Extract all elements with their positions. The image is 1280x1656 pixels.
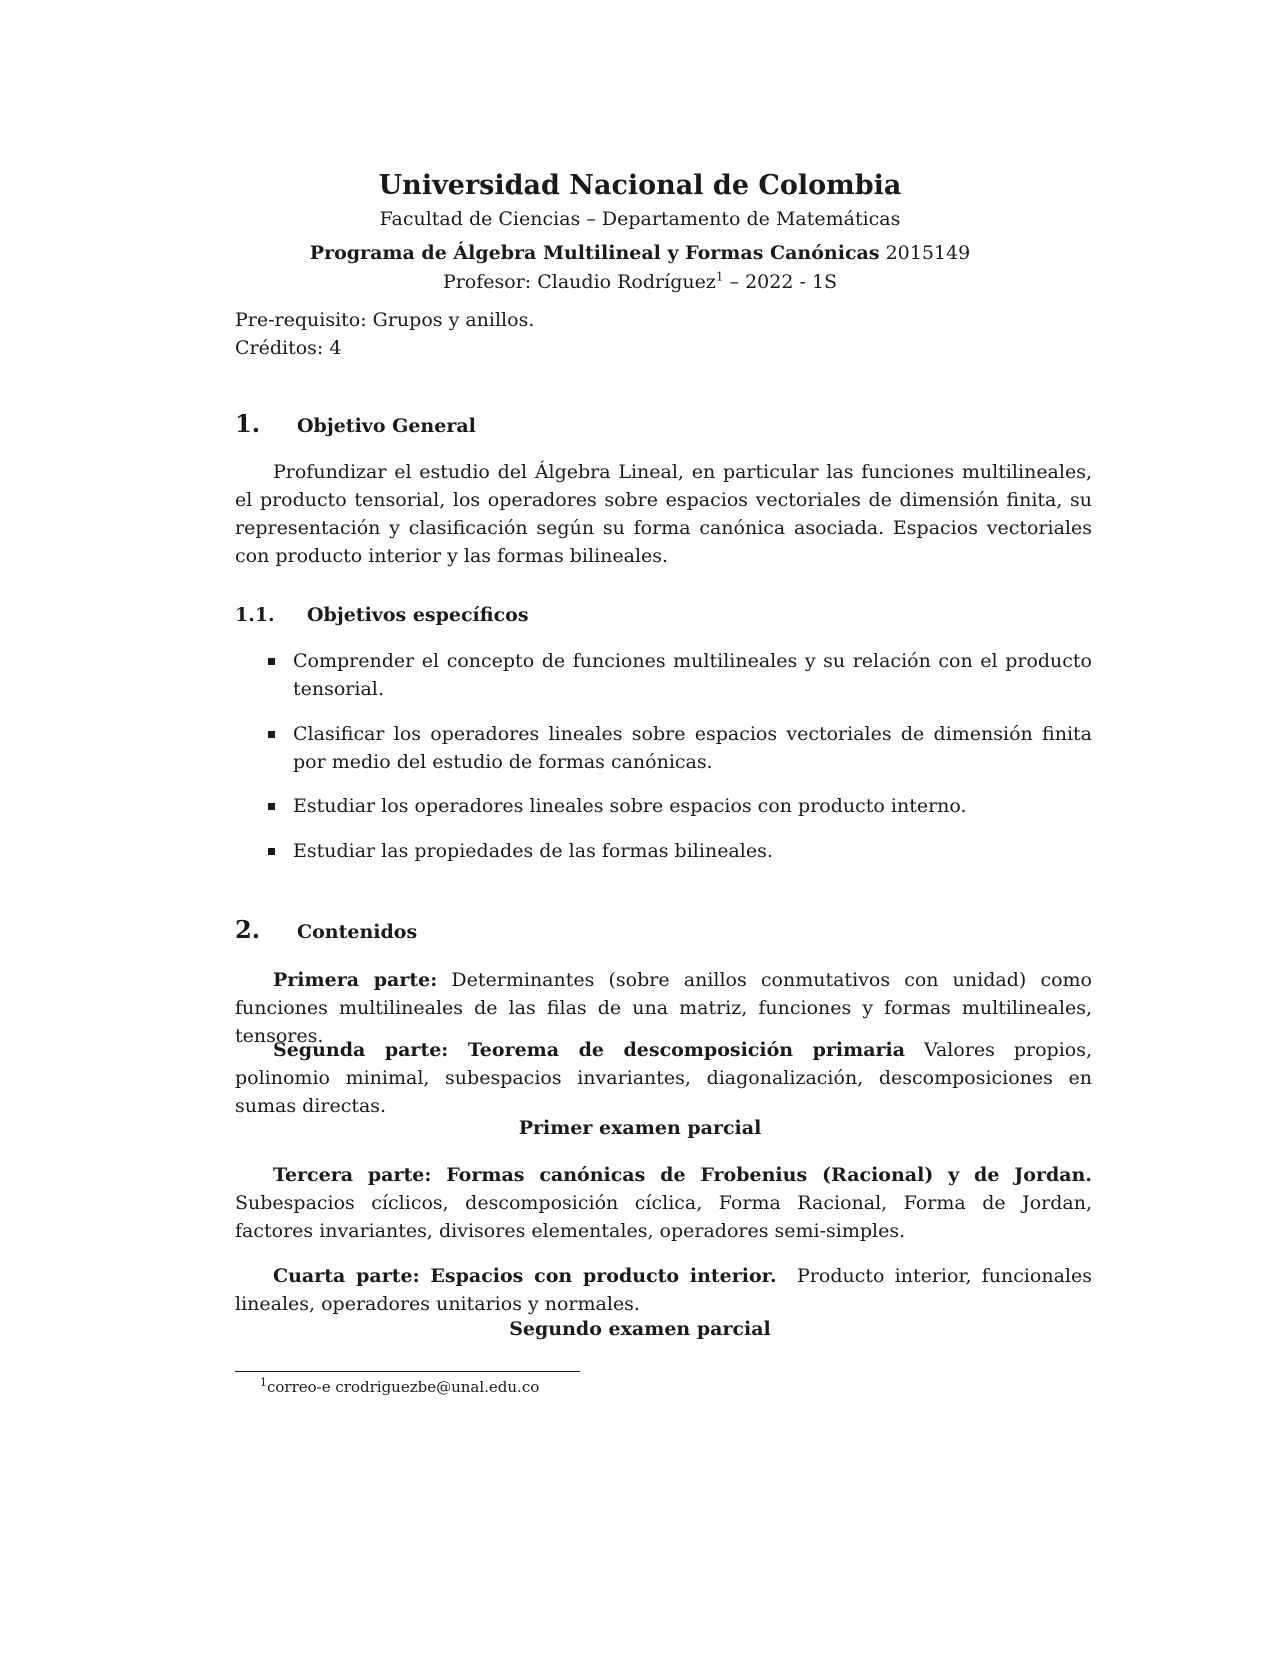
footnote-divider <box>235 1371 580 1372</box>
footnote-mark: 1 <box>260 1376 267 1389</box>
part-label: Tercera parte: Formas canónicas de Frobenius (Racional) y de Jordan. <box>273 1164 1092 1186</box>
section-number: 2. <box>235 915 261 944</box>
cuarta-parte <box>235 1262 1092 1318</box>
section-1-heading <box>235 409 476 438</box>
section-title: Objetivo General <box>297 415 476 437</box>
program-code: 2015149 <box>885 242 971 264</box>
list-item: Estudiar los operadores lineales sobre espacios con producto interno. <box>268 792 1092 820</box>
bullet-icon <box>268 803 275 810</box>
footnote-email: correo-e crodriguezbe@unal.edu.co <box>267 1378 540 1396</box>
part-label: Cuarta parte: Espacios con producto interior. <box>273 1265 777 1287</box>
tercera-parte <box>235 1161 1092 1245</box>
part-label: Primera parte: <box>273 969 438 991</box>
primer-examen: Primer examen parcial <box>518 1117 762 1139</box>
part-text: Producto interior, funcionales lineales, operadores unitarios y normales. <box>235 1265 1093 1315</box>
footnote <box>260 1378 539 1396</box>
semester: – 2022 - 1S <box>729 271 838 293</box>
program-title: Programa de Álgebra Multilineal y Formas Canónicas <box>309 242 880 264</box>
program-line <box>0 242 1280 264</box>
faculty-line: Facultad de Ciencias – Departamento de Matemáticas <box>379 208 901 230</box>
segunda-parte <box>235 1036 1092 1120</box>
list-item: Comprender el concepto de funciones multilineales y su relación con el producto tensorial. <box>268 647 1092 703</box>
bullet-icon <box>268 731 275 738</box>
profesor-name: Profesor: Claudio Rodríguez <box>442 271 716 293</box>
part-label: Segunda parte: Teorema de descomposición primaria <box>273 1039 906 1061</box>
bullet-icon <box>268 658 275 665</box>
list-item: Estudiar las propiedades de las formas bilineales. <box>268 837 1092 865</box>
section-number: 1. <box>235 409 261 438</box>
part-text: Valores propios, polinomio minimal, subespacios invariantes, diagonalización, descomposiciones en sumas directas. <box>235 1039 1092 1117</box>
section-title: Contenidos <box>297 921 418 943</box>
part-text: Determinantes (sobre anillos conmutativos con unidad) como funciones multilineales de las filas de una matriz, funciones y formas multilineales, tensores. <box>235 969 1092 1047</box>
profesor-line <box>0 271 1280 293</box>
prerequisite: Pre-requisito: Grupos y anillos. <box>235 309 535 331</box>
objetivo-general-text: Profundizar el estudio del Álgebra Lineal, en particular las funciones multilineales, el producto tensorial, los operadores sobre espacios vectoriales de dimensión finita, su representación y clasificación según su forma canónica asociada. Espacios vectoriales con producto interior y las formas bilineales. <box>235 461 1092 567</box>
segundo-examen: Segundo examen parcial <box>509 1318 771 1340</box>
section-2-heading <box>235 915 417 944</box>
section-number: 1.1. <box>235 604 275 626</box>
bullet-icon <box>268 848 275 855</box>
section-1-1-heading <box>235 604 529 626</box>
credits: Créditos: 4 <box>235 337 342 359</box>
list-item: Clasificar los operadores lineales sobre espacios vectoriales de dimensión finita por medio del estudio de formas canónicas. <box>268 720 1092 776</box>
section-title: Objetivos específicos <box>307 604 529 626</box>
part-text: Subespacios cíclicos, descomposición cíclica, Forma Racional, Forma de Jordan, factores invariantes, divisores elementales, operadores semi-simples. <box>235 1192 1092 1242</box>
footnote-ref: 1 <box>715 269 724 284</box>
university-title: Universidad Nacional de Colombia <box>378 170 902 201</box>
